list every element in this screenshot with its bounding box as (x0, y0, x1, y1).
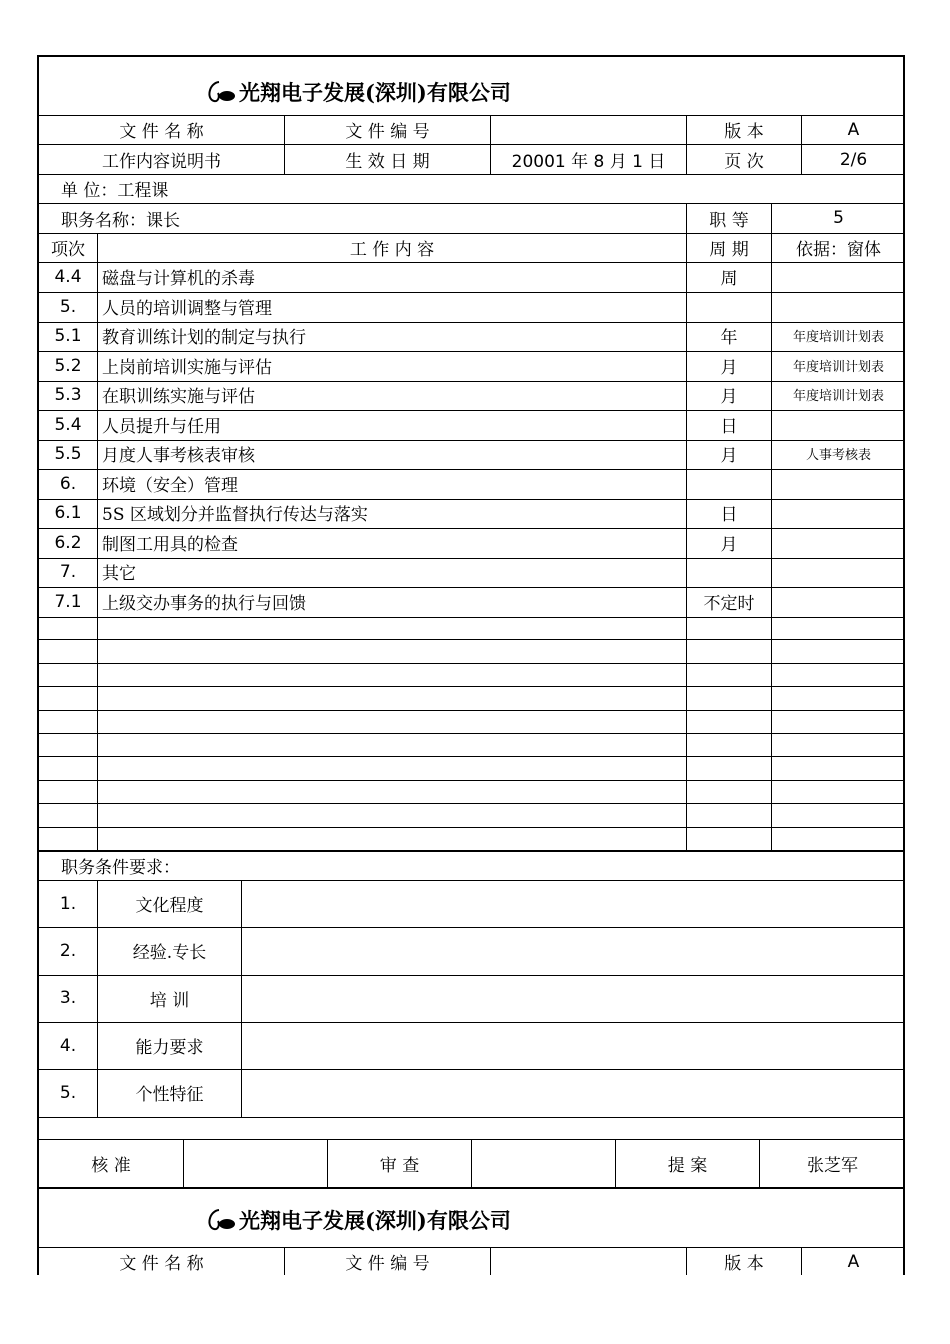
row-item-no: 6. (59, 473, 77, 494)
doc-no-label-repeat: 文 件 编 号 (345, 1254, 430, 1274)
grade-value: 5 (833, 208, 844, 228)
requirement-label: 个性特征 (135, 1085, 204, 1106)
row-item-no: 5.5 (54, 443, 82, 464)
requirement-no: 1. (59, 893, 77, 914)
document-page (37, 55, 905, 1275)
empty-row-line (39, 827, 903, 828)
requirement-label: 能力要求 (135, 1038, 204, 1059)
row-item-no: 6.1 (54, 502, 82, 523)
propose-label: 提 案 (667, 1155, 708, 1176)
requirement-value (242, 1069, 905, 1116)
company-logo-icon (205, 1207, 237, 1233)
row-content: 人员的培训调整与管理 (102, 299, 272, 320)
row-item-no: 5.1 (54, 325, 82, 346)
review-label: 审 查 (379, 1155, 420, 1176)
requirement-no: 4. (59, 1035, 77, 1056)
version-label: 版 本 (724, 122, 764, 142)
version-value: A (847, 119, 860, 140)
row-basis (772, 557, 905, 587)
row-basis: 年度培训计划表 (792, 360, 884, 376)
version-value-repeat: A (847, 1251, 860, 1272)
work-content-table (39, 233, 903, 850)
row-content: 在职训练实施与评估 (102, 387, 255, 408)
row-basis (772, 528, 905, 558)
doc-name-value: 工作内容说明书 (102, 152, 221, 172)
requirement-value (242, 927, 905, 974)
empty-row-line (39, 780, 903, 781)
page-value: 2/6 (839, 149, 868, 170)
requirement-no: 5. (59, 1082, 77, 1103)
position-field: 职务名称：课长 (61, 210, 180, 231)
row-period: 日 (720, 417, 738, 438)
row-basis (772, 410, 905, 440)
empty-row-line (39, 686, 903, 687)
row-basis (772, 587, 905, 617)
empty-row-line (39, 663, 903, 664)
row-basis: 年度培训计划表 (792, 389, 884, 405)
row-content: 其它 (102, 564, 136, 585)
review-value (472, 1139, 615, 1187)
requirement-value (242, 975, 905, 1022)
doc-name-label: 文 件 名 称 (119, 122, 204, 142)
unit-field: 单 位：工程课 (61, 181, 169, 201)
effective-date-label: 生 效 日 期 (345, 152, 430, 172)
row-item-no: 7.1 (54, 591, 82, 612)
row-period (687, 557, 771, 587)
requirement-label: 培 训 (149, 990, 190, 1011)
empty-row-line (39, 639, 903, 640)
row-basis (772, 262, 905, 292)
row-content: 人员提升与任用 (102, 417, 221, 438)
version-label-repeat: 版 本 (724, 1254, 764, 1274)
propose-value: 张芝军 (807, 1155, 858, 1176)
row-item-no: 4.4 (54, 266, 82, 287)
doc-name-label-repeat: 文 件 名 称 (119, 1254, 204, 1274)
row-period (687, 292, 771, 322)
row-content: 上岗前培训实施与评估 (102, 358, 272, 379)
row-basis: 年度培训计划表 (792, 330, 884, 346)
company-name-repeat: 光翔电子发展(深圳)有限公司 (239, 1208, 511, 1233)
empty-row-line (39, 733, 903, 734)
company-name: 光翔电子发展(深圳)有限公司 (239, 80, 511, 105)
col-header-basis: 依据：窗体 (796, 240, 881, 260)
row-period: 年 (720, 328, 738, 349)
requirements-table (39, 880, 903, 1117)
row-item-no: 5.2 (54, 355, 82, 376)
row-basis (772, 469, 905, 499)
row-period: 月 (720, 358, 738, 379)
row-period: 不定时 (703, 594, 755, 615)
approve-value (184, 1139, 327, 1187)
row-period: 月 (720, 446, 738, 467)
doc-no-label: 文 件 编 号 (345, 122, 430, 142)
col-header-period: 周 期 (709, 240, 749, 260)
signoff-row (39, 1139, 903, 1187)
row-content: 环境（安全）管理 (102, 476, 238, 497)
row-item-no: 5. (59, 296, 77, 317)
row-basis (772, 292, 905, 322)
row-period: 周 (720, 269, 738, 290)
approve-label: 核 准 (91, 1155, 131, 1176)
empty-row-line (39, 803, 903, 804)
row-content: 磁盘与计算机的杀毒 (102, 269, 255, 290)
company-logo-icon (205, 79, 237, 105)
requirement-no: 3. (59, 988, 77, 1009)
row-basis: 人事考核表 (805, 448, 871, 464)
empty-row-line (39, 710, 903, 711)
row-period: 月 (720, 535, 738, 556)
row-period (687, 469, 771, 499)
page-label: 页 次 (724, 152, 764, 172)
row-item-no: 5.4 (54, 414, 82, 435)
row-period: 月 (720, 387, 738, 408)
requirement-label: 经验.专长 (132, 943, 207, 964)
company-title-repeat (205, 1203, 511, 1237)
company-title (205, 75, 511, 109)
empty-row-line (39, 756, 903, 757)
requirement-label: 文化程度 (135, 896, 204, 917)
requirement-value (242, 880, 905, 927)
col-header-content: 工 作 内 容 (349, 240, 435, 260)
row-content: 教育训练计划的制定与执行 (102, 328, 306, 349)
row-item-no: 6.2 (54, 532, 82, 553)
requirement-no: 2. (59, 940, 77, 961)
grade-label: 职 等 (709, 210, 749, 231)
row-content: 制图工用具的检查 (102, 535, 238, 556)
effective-date-value: 20001 年 8 月 1 日 (511, 152, 666, 172)
row-content: 5S 区域划分并监督执行传达与落实 (102, 505, 368, 526)
requirements-title: 职务条件要求： (61, 858, 180, 878)
row-item-no: 5.3 (54, 384, 82, 405)
row-content: 上级交办事务的执行与回馈 (102, 594, 306, 615)
row-content: 月度人事考核表审核 (102, 446, 255, 467)
col-header-item: 项次 (51, 240, 85, 260)
doc-no-value (491, 115, 686, 144)
row-item-no: 7. (59, 561, 77, 582)
row-basis (772, 498, 905, 528)
row-period: 日 (720, 505, 738, 526)
requirement-value (242, 1022, 905, 1069)
